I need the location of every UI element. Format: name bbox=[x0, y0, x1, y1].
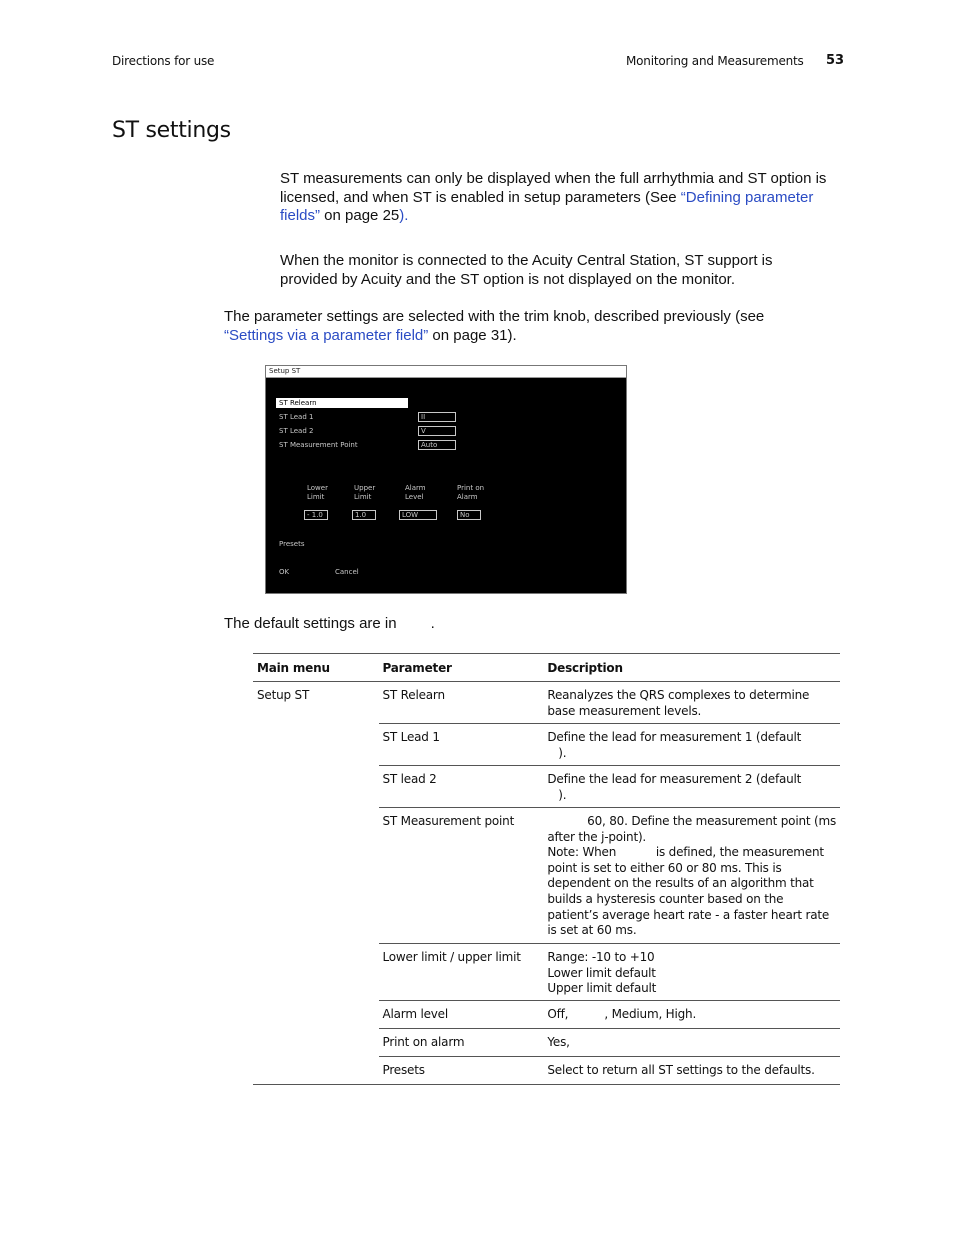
header-section-title: Monitoring and Measurements bbox=[626, 54, 804, 68]
description-line: Select to return all ST settings to the defaults. bbox=[547, 1063, 815, 1077]
cell-description bbox=[543, 724, 840, 766]
upper-limit-field[interactable]: 1.0 bbox=[352, 510, 376, 520]
cancel-button[interactable]: Cancel bbox=[335, 568, 359, 576]
defaults-text: The default settings are in bbox=[224, 615, 397, 632]
st-lead-2-label: ST Lead 2 bbox=[279, 427, 314, 435]
intro-text: on page 31). bbox=[428, 326, 517, 344]
st-relearn-item[interactable]: ST Relearn bbox=[276, 398, 408, 408]
description-line: Upper limit default bbox=[547, 981, 657, 996]
intro-text: ST measurements can only be displayed when the full arrhythmia and ST option is licensed, and when ST is enabled in setup parameters (See bbox=[280, 170, 827, 206]
cell-description bbox=[543, 1029, 840, 1057]
cell-parameter: Presets bbox=[379, 1057, 544, 1085]
intro-text: The parameter settings are selected with the trim knob, described previously (see bbox=[224, 308, 765, 325]
st-settings-table bbox=[253, 653, 840, 1085]
cell-description bbox=[543, 766, 840, 808]
screen-title-bar: Setup ST bbox=[266, 366, 626, 378]
description-line: Lower limit default bbox=[547, 965, 656, 980]
print-on-alarm-heading-2: Alarm bbox=[457, 493, 478, 501]
upper-limit-heading-1: Upper bbox=[354, 484, 376, 492]
print-on-alarm-heading-1: Print on bbox=[457, 484, 485, 492]
table-row bbox=[253, 1029, 840, 1057]
cell-parameter: ST lead 2 bbox=[379, 766, 544, 808]
st-lead-1-field[interactable]: II bbox=[418, 412, 456, 422]
link-close[interactable]: ). bbox=[399, 207, 409, 225]
table-row bbox=[253, 808, 840, 944]
upper-limit-heading-2: Limit bbox=[354, 493, 372, 501]
page-number: 53 bbox=[826, 53, 845, 68]
intro-text: on page 25 bbox=[320, 207, 400, 225]
cell-parameter: Print on alarm bbox=[379, 1029, 544, 1057]
cell-parameter: Alarm level bbox=[379, 1001, 544, 1029]
page-title: ST settings bbox=[112, 118, 231, 143]
column-header-parameter: Parameter bbox=[379, 654, 544, 682]
table-row bbox=[253, 766, 840, 808]
column-header-description: Description bbox=[543, 654, 840, 682]
table-row bbox=[253, 944, 840, 1001]
ok-button[interactable]: OK bbox=[279, 568, 290, 576]
cell-main-menu bbox=[253, 1029, 379, 1057]
description-line: point is set to either 60 or 80 ms. This is bbox=[547, 860, 782, 875]
cell-main-menu bbox=[253, 1001, 379, 1029]
cell-description bbox=[543, 1057, 840, 1085]
description-line: Off, , Medium, High. bbox=[547, 1007, 697, 1021]
cell-description bbox=[543, 808, 840, 944]
cell-parameter: ST Relearn bbox=[379, 682, 544, 724]
cell-description bbox=[543, 944, 840, 1001]
description-line: base measurement levels. bbox=[547, 703, 702, 718]
cell-main-menu bbox=[253, 944, 379, 1001]
table-header-row bbox=[253, 654, 840, 682]
alarm-level-field[interactable]: LOW bbox=[399, 510, 437, 520]
print-on-alarm-field[interactable]: No bbox=[457, 510, 481, 520]
alarm-level-heading-1: Alarm bbox=[405, 484, 426, 492]
st-lead-1-label: ST Lead 1 bbox=[279, 413, 314, 421]
st-lead-2-field[interactable]: V bbox=[418, 426, 456, 436]
description-line: Define the lead for measurement 1 (default bbox=[547, 730, 802, 744]
cell-parameter: ST Lead 1 bbox=[379, 724, 544, 766]
lower-limit-heading-2: Limit bbox=[307, 493, 325, 501]
cell-main-menu: Setup ST bbox=[257, 688, 310, 702]
description-line: ). bbox=[547, 745, 567, 760]
cell-main-menu bbox=[253, 1057, 379, 1085]
table-row bbox=[253, 724, 840, 766]
cell-description bbox=[543, 1001, 840, 1029]
cell-main-menu bbox=[253, 724, 379, 766]
description-line: ). bbox=[547, 787, 567, 802]
st-measurement-point-field[interactable]: Auto bbox=[418, 440, 456, 450]
cell-description bbox=[543, 682, 840, 724]
cell-parameter: ST Measurement point bbox=[379, 808, 544, 944]
description-line: Reanalyzes the QRS complexes to determine bbox=[547, 688, 810, 702]
cell-parameter: Lower limit / upper limit bbox=[379, 944, 544, 1001]
lower-limit-heading-1: Lower bbox=[307, 484, 328, 492]
defaults-sentence bbox=[224, 615, 435, 634]
presets-button[interactable]: Presets bbox=[279, 540, 305, 548]
lower-limit-field[interactable]: - 1.0 bbox=[304, 510, 328, 520]
intro-paragraph-3 bbox=[224, 308, 824, 345]
description-line: is set at 60 ms. bbox=[547, 923, 637, 938]
description-line: 60, 80. Define the measurement point (ms bbox=[547, 814, 836, 828]
description-line: after the j-point). bbox=[547, 829, 647, 844]
description-line: Define the lead for measurement 2 (default bbox=[547, 772, 802, 786]
description-line: patient’s average heart rate - a faster heart rate bbox=[547, 907, 830, 922]
intro-paragraph-1 bbox=[280, 170, 842, 226]
description-line: dependent on the results of an algorithm that bbox=[547, 876, 814, 891]
description-line: builds a hysteresis counter based on the bbox=[547, 891, 784, 906]
st-measurement-point-label: ST Measurement Point bbox=[279, 441, 358, 449]
link-defining-parameter-fields[interactable]: “Defining parameter fields” bbox=[280, 188, 814, 225]
description-line: Range: -10 to +10 bbox=[547, 950, 655, 964]
table-row bbox=[253, 682, 840, 724]
setup-st-screenshot bbox=[265, 365, 627, 594]
cell-main-menu bbox=[253, 808, 379, 944]
column-header-main-menu: Main menu bbox=[253, 654, 379, 682]
header-doc-title: Directions for use bbox=[112, 54, 215, 68]
table-row bbox=[253, 1057, 840, 1085]
alarm-level-heading-2: Level bbox=[405, 493, 424, 501]
table-row bbox=[253, 1001, 840, 1029]
link-settings-via-parameter-field[interactable]: “Settings via a parameter field” bbox=[224, 326, 429, 344]
description-line: Note: When is defined, the measurement bbox=[547, 845, 824, 860]
intro-paragraph-2: When the monitor is connected to the Acuity Central Station, ST support is provided by Acuity and the ST option is not displayed on the monitor. bbox=[280, 252, 773, 288]
defaults-period: . bbox=[430, 615, 435, 632]
description-line: Yes, bbox=[547, 1035, 570, 1049]
cell-main-menu bbox=[253, 766, 379, 808]
